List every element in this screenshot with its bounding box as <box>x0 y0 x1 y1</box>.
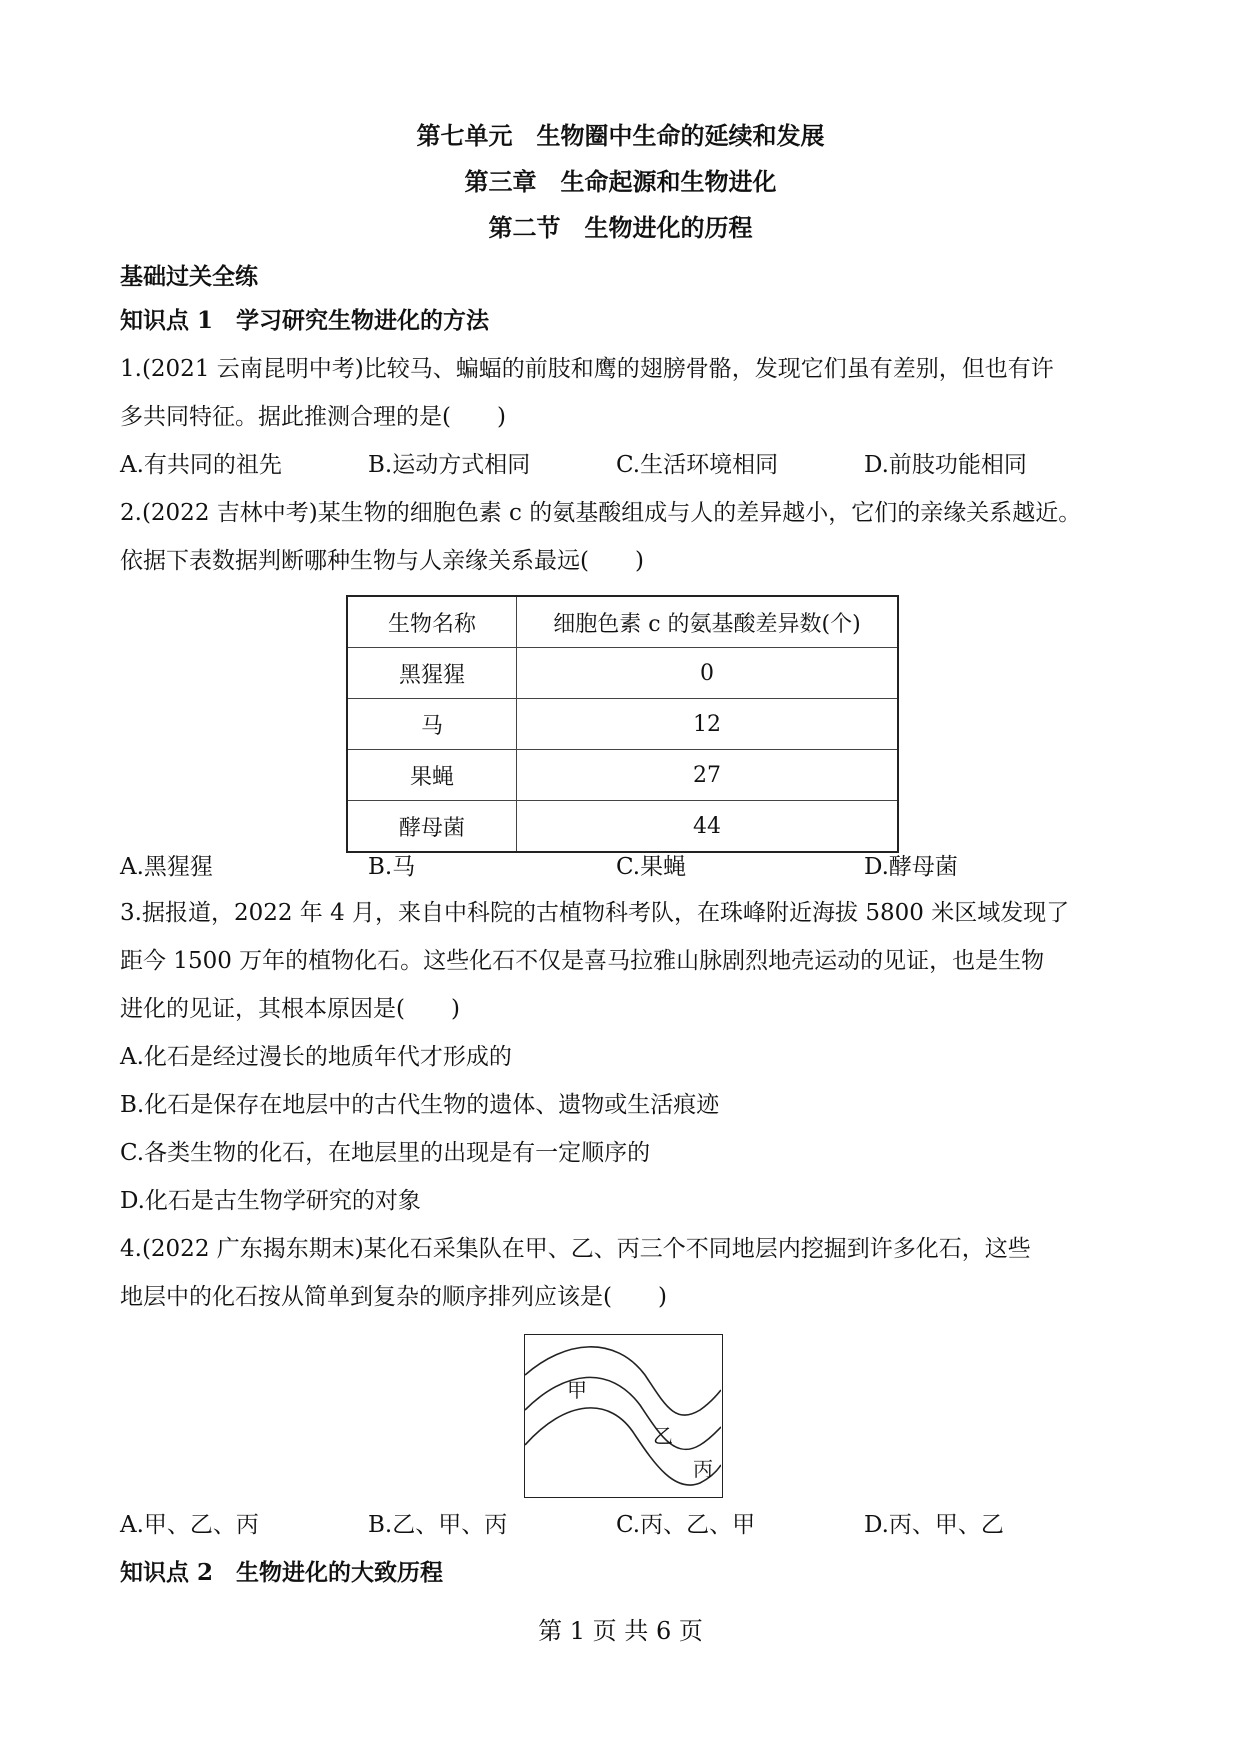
q1-stem-line2: 多共同特征。据此推测合理的是( ) <box>120 404 506 430</box>
q4-option-a: A.甲、乙、丙 <box>120 1512 259 1538</box>
q4-option-d: D.丙、甲、乙 <box>864 1512 1004 1538</box>
q1-option-c: C.生活环境相同 <box>616 452 779 478</box>
table-row <box>347 699 898 750</box>
q2-option-c: C.果蝇 <box>616 854 687 880</box>
stratum-label-bing: 丙 <box>693 1457 713 1481</box>
stratum-label-jia: 甲 <box>567 1378 587 1402</box>
stratum-label-yi: 乙 <box>653 1424 673 1448</box>
table-row <box>347 648 898 699</box>
table-cell-organism: 果蝇 <box>347 750 517 801</box>
q4-stem-line2: 地层中的化石按从简单到复杂的顺序排列应该是( ) <box>120 1284 667 1310</box>
q2-option-d: D.酵母菌 <box>864 854 958 880</box>
table-row <box>347 750 898 801</box>
stratum-boundary-top <box>525 1347 721 1415</box>
q1-option-d: D.前肢功能相同 <box>864 452 1027 478</box>
table-cell-value: 12 <box>517 699 899 750</box>
unit-title: 第七单元 生物圈中生命的延续和发展 <box>416 121 825 150</box>
q3-option-c: C.各类生物的化石，在地层里的出现是有一定顺序的 <box>120 1140 651 1166</box>
q2-option-b: B.马 <box>368 854 416 880</box>
q4-option-c: C.丙、乙、甲 <box>616 1512 756 1538</box>
table-cell-organism: 酵母菌 <box>347 801 517 853</box>
table-cell-value: 27 <box>517 750 899 801</box>
stratum-boundary-bottom <box>525 1408 721 1485</box>
strata-diagram <box>525 1335 721 1496</box>
q1-stem-line1: 1.(2021 云南昆明中考)比较马、蝙蝠的前肢和鹰的翅膀骨骼，发现它们虽有差别，但也有许 <box>120 356 1054 382</box>
section-title: 第二节 生物进化的历程 <box>488 213 753 242</box>
q4-option-b: B.乙、甲、丙 <box>368 1512 508 1538</box>
table-cell-value: 44 <box>517 801 899 853</box>
knowledge-point-2: 知识点 2 生物进化的大致历程 <box>120 1559 444 1586</box>
table-cell-value: 0 <box>517 648 899 699</box>
page-number-footer: 第 1 页 共 6 页 <box>538 1617 703 1645</box>
chapter-title: 第三章 生命起源和生物进化 <box>464 167 777 196</box>
table-row <box>347 801 898 853</box>
table-header-row <box>347 596 898 648</box>
q3-stem-line1: 3.据报道，2022 年 4 月，来自中科院的古植物科考队，在珠峰附近海拔 5800 米区域发现了 <box>120 900 1070 926</box>
section-heading: 基础过关全练 <box>120 263 258 290</box>
q1-option-b: B.运动方式相同 <box>368 452 531 478</box>
table-header-difference: 细胞色素 c 的氨基酸差异数(个) <box>517 596 899 648</box>
q3-option-b: B.化石是保存在地层中的古代生物的遗体、遗物或生活痕迹 <box>120 1092 720 1118</box>
table-header-organism: 生物名称 <box>347 596 517 648</box>
cytochrome-c-table <box>346 595 899 853</box>
q3-option-a: A.化石是经过漫长的地质年代才形成的 <box>120 1044 512 1070</box>
knowledge-point-1: 知识点 1 学习研究生物进化的方法 <box>120 307 490 334</box>
q3-stem-line2: 距今 1500 万年的植物化石。这些化石不仅是喜马拉雅山脉剧烈地壳运动的见证，也是生物 <box>120 948 1045 974</box>
q3-stem-line3: 进化的见证，其根本原因是( ) <box>120 996 460 1022</box>
q2-stem-line2: 依据下表数据判断哪种生物与人亲缘关系最远( ) <box>120 548 644 574</box>
q2-option-a: A.黑猩猩 <box>120 854 213 880</box>
table-cell-organism: 马 <box>347 699 517 750</box>
q3-option-d: D.化石是古生物学研究的对象 <box>120 1188 421 1214</box>
table-cell-organism: 黑猩猩 <box>347 648 517 699</box>
q1-option-a: A.有共同的祖先 <box>120 452 282 478</box>
q2-stem-line1: 2.(2022 吉林中考)某生物的细胞色素 c 的氨基酸组成与人的差异越小，它们的亲缘关系越近。 <box>120 500 1082 526</box>
q4-stem-line1: 4.(2022 广东揭东期末)某化石采集队在甲、乙、丙三个不同地层内挖掘到许多化石，这些 <box>120 1236 1031 1262</box>
rock-strata-figure <box>524 1334 723 1498</box>
